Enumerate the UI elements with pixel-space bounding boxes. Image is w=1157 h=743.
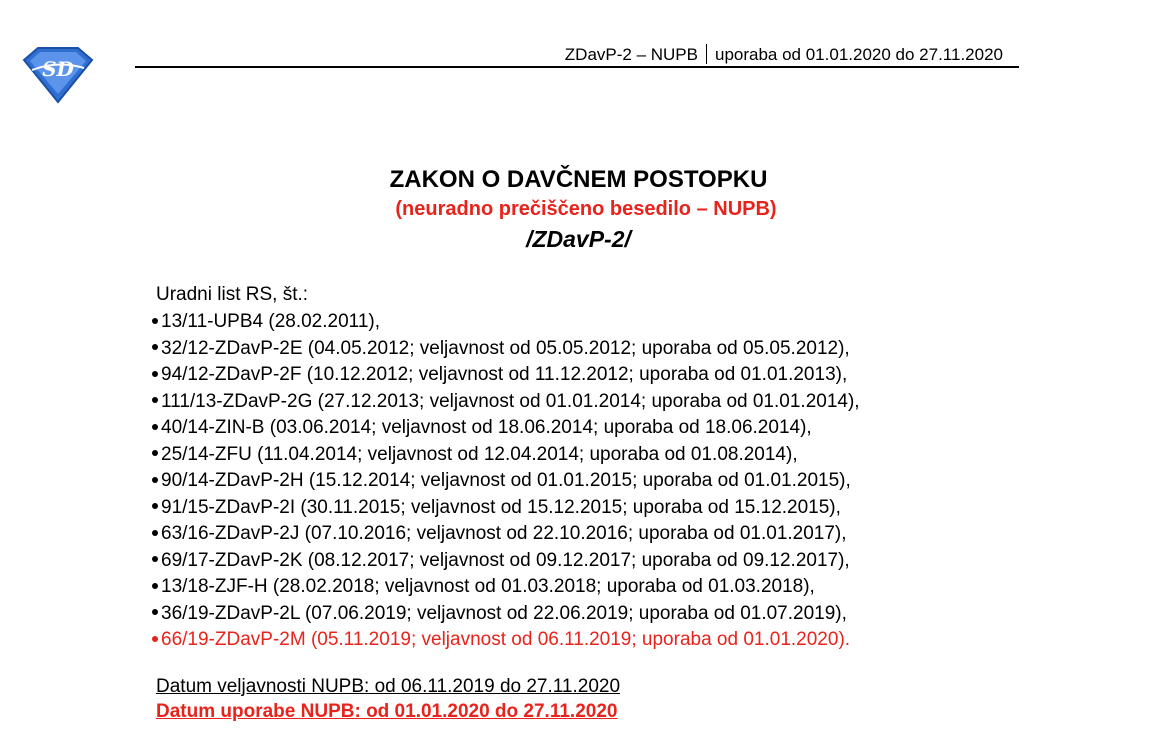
amendment-item: 40/14-ZIN-B (03.06.2014; veljavnost od 18.06.2014; uporaba od 18.06.2014), bbox=[152, 415, 860, 442]
gazette-label: Uradni list RS, št.: bbox=[156, 284, 309, 305]
bullet-icon bbox=[152, 477, 158, 483]
amendment-item: 25/14-ZFU (11.04.2014; veljavnost od 12.04.2014; uporaba od 01.08.2014), bbox=[152, 442, 860, 469]
amendment-item: 32/12-ZDavP-2E (04.05.2012; veljavnost od 05.05.2012; uporaba od 05.05.2012), bbox=[152, 336, 860, 363]
amendment-item: 13/18-ZJF-H (28.02.2018; veljavnost od 01.03.2018; uporaba od 01.03.2018), bbox=[152, 574, 860, 601]
running-header bbox=[0, 44, 1003, 65]
validity-date: Datum veljavnosti NUPB: od 06.11.2019 do 27.11.2020 bbox=[156, 676, 621, 697]
bullet-icon bbox=[152, 397, 158, 403]
header-rule bbox=[135, 66, 1019, 68]
amendment-item-latest: 66/19-ZDavP-2M (05.11.2019; veljavnost od 06.11.2019; uporaba od 01.01.2020). bbox=[152, 627, 860, 654]
bullet-icon bbox=[152, 636, 158, 642]
amendment-item: 94/12-ZDavP-2F (10.12.2012; veljavnost od 11.12.2012; uporaba od 01.01.2013), bbox=[152, 362, 860, 389]
header-separator bbox=[706, 44, 707, 64]
amendment-item: 111/13-ZDavP-2G (27.12.2013; veljavnost od 01.01.2014; uporaba od 01.01.2014), bbox=[152, 389, 860, 416]
bullet-icon bbox=[152, 371, 158, 377]
bullet-icon bbox=[152, 556, 158, 562]
bullet-icon bbox=[152, 503, 158, 509]
header-period: uporaba od 01.01.2020 do 27.11.2020 bbox=[714, 45, 1003, 64]
bullet-icon bbox=[152, 344, 158, 350]
amendment-item: 36/19-ZDavP-2L (07.06.2019; veljavnost od 22.06.2019; uporaba od 01.07.2019), bbox=[152, 601, 860, 628]
document-subtitle: (neuradno prečiščeno besedilo – NUPB) bbox=[395, 198, 777, 220]
document-short-name: /ZDavP-2/ bbox=[526, 226, 631, 252]
bullet-icon bbox=[152, 424, 158, 430]
bullet-icon bbox=[152, 450, 158, 456]
bullet-icon bbox=[152, 318, 158, 324]
header-short-title: ZDavP-2 – NUPB bbox=[564, 45, 698, 64]
bullet-icon bbox=[152, 583, 158, 589]
bullet-icon bbox=[152, 530, 158, 536]
amendment-item: 90/14-ZDavP-2H (15.12.2014; veljavnost od 01.01.2015; uporaba od 01.01.2015), bbox=[152, 468, 860, 495]
bullet-icon bbox=[152, 609, 158, 615]
amendment-item: 63/16-ZDavP-2J (07.10.2016; veljavnost od 22.10.2016; uporaba od 01.01.2017), bbox=[152, 521, 860, 548]
svg-text:SD: SD bbox=[42, 57, 74, 81]
amendment-item: 13/11-UPB4 (28.02.2011), bbox=[152, 309, 860, 336]
amendment-list bbox=[152, 309, 860, 654]
usage-date: Datum uporabe NUPB: od 01.01.2020 do 27.11.2020 bbox=[156, 701, 618, 722]
amendment-item: 69/17-ZDavP-2K (08.12.2017; veljavnost od 09.12.2017; uporaba od 09.12.2017), bbox=[152, 548, 860, 575]
amendment-item: 91/15-ZDavP-2I (30.11.2015; veljavnost od 15.12.2015; uporaba od 15.12.2015), bbox=[152, 495, 860, 522]
document-title: ZAKON O DAVČNEM POSTOPKU bbox=[389, 166, 768, 193]
